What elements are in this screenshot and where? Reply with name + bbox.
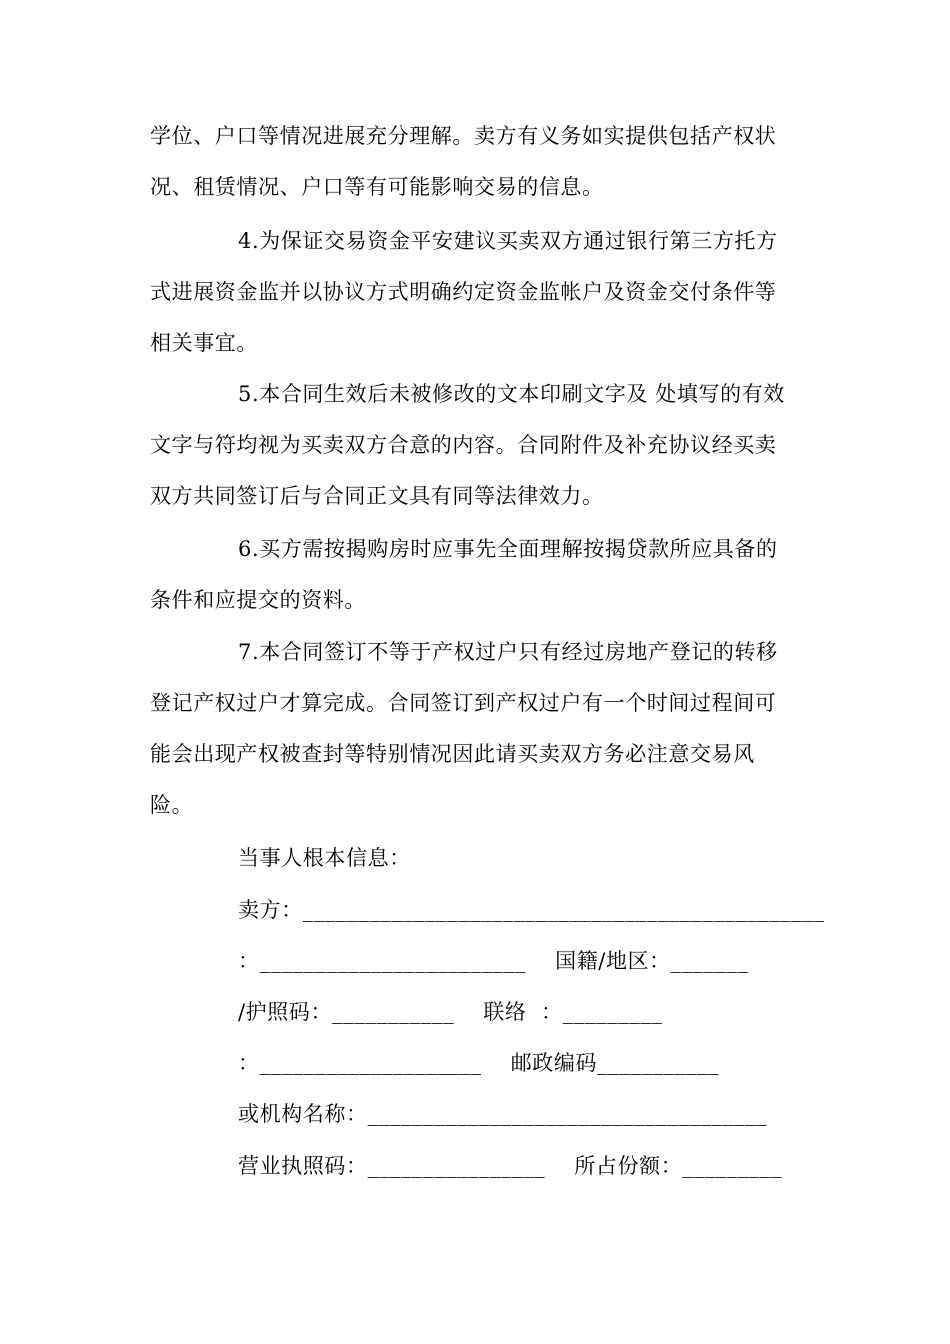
item-4-line: 4.为保证交易资金平安建议买卖双方通过银行第三方托方 [238,229,778,253]
paragraph-line: 况、租赁情况、户口等有可能影响交易的信息。 [150,175,604,199]
id-nationality-field: ：________________________ 国籍/地区：_______ [238,949,749,973]
item-7-line: 能会出现产权被查封等特别情况因此请买卖双方务必注意交易风 [150,742,755,766]
item-6-line: 6.买方需按揭购房时应事先全面理解按揭贷款所应具备的 [238,537,778,561]
item-4-line: 式进展资金监并以协议方式明确约定资金监帐户及资金交付条件等 [150,280,777,304]
item-5-line: 文字与符均视为买卖双方合意的内容。合同附件及补充协议经买卖 [150,433,777,457]
item-7-line: 登记产权过户才算完成。合同签订到产权过户有一个时间过程间可 [150,691,777,715]
passport-contact-field: /护照码：___________ 联络 ：_________ [238,1000,663,1024]
party-info-heading: 当事人根本信息： [238,846,411,870]
item-7-line: 7.本合同签订不等于产权过户只有经过房地产登记的转移 [238,640,778,664]
item-7-line: 险。 [150,793,194,817]
address-postcode-field: ：____________________ 邮政编码___________ [238,1051,720,1075]
org-name-field: 或机构名称：____________________________________ [238,1102,768,1126]
item-4-line: 相关事宜。 [150,331,258,355]
item-6-line: 条件和应提交的资料。 [150,588,366,612]
license-share-field: 营业执照码：________________ 所占份额：_________ [238,1154,783,1178]
item-5-line: 5.本合同生效后未被修改的文本印刷文字及 处填写的有效 [238,382,785,406]
item-5-line: 双方共同签订后与合同正文具有同等法律效力。 [150,484,604,508]
paragraph-line: 学位、户口等情况进展充分理解。卖方有义务如实提供包括产权状 [150,124,777,148]
seller-field: 卖方：_______________________________________________ [238,898,825,922]
